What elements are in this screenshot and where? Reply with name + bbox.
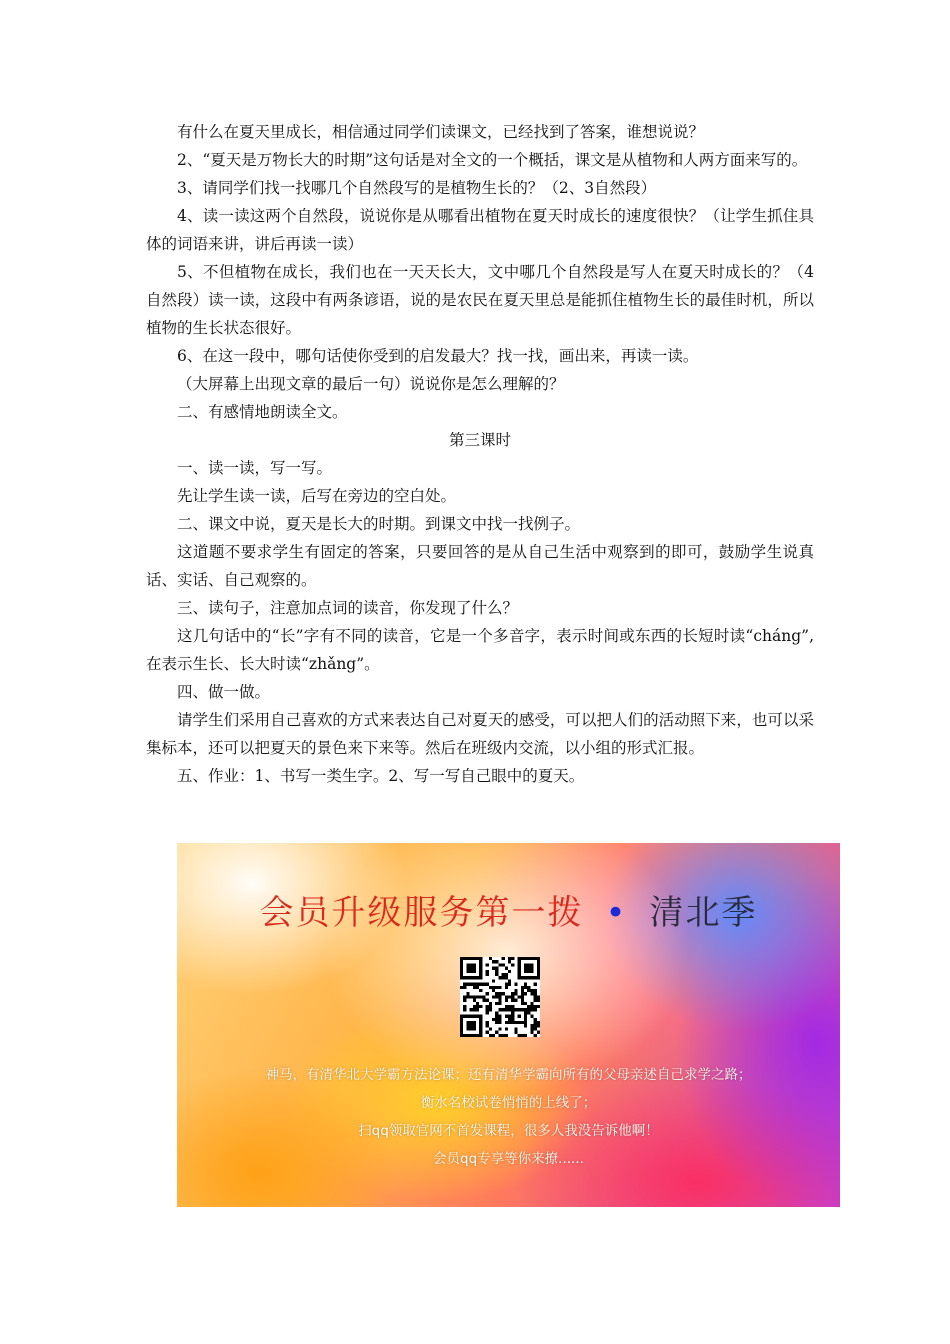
paragraph: 4、读一读这两个自然段，说说你是从哪看出植物在夏天时成长的速度很快？（让学生抓住具体的词语来讲，讲后再读一读） — [146, 207, 814, 253]
paragraph: 3、请同学们找一找哪几个自然段写的是植物生长的？（2、3自然段） — [177, 179, 657, 197]
lesson-text — [146, 118, 814, 790]
promo-line: 会员qq专享等你来撩...... — [433, 1151, 584, 1167]
section-heading: 第三课时 — [448, 431, 511, 449]
paragraph: 四、做一做。 — [177, 683, 271, 701]
paragraph: 2、“夏天是万物长大的时期”这句话是对全文的一个概括，课文是从植物和人两方面来写的。 — [177, 151, 808, 169]
promo-line: 衡水名校试卷悄悄的上线了； — [420, 1095, 597, 1111]
banner-title — [177, 885, 840, 934]
paragraph: 二、有感情地朗读全文。 — [177, 403, 348, 421]
paragraph: 五、作业：1、书写一类生字。2、写一写自己眼中的夏天。 — [177, 767, 585, 785]
paragraph: 6、在这一段中，哪句话使你受到的启发最大？找一找，画出来，再读一读。 — [177, 347, 699, 365]
paragraph: 三、读句子，注意加点词的读音，你发现了什么？ — [177, 599, 519, 617]
paragraph: （大屏幕上出现文章的最后一句）说说你是怎么理解的？ — [177, 375, 565, 393]
promo-line: 神马，有清华北大学霸方法论课；还有清华学霸向所有的父母亲述自己求学之路； — [265, 1067, 752, 1083]
banner-title-main: 会员升级服务第一拨 — [259, 893, 584, 933]
paragraph: 这几句话中的“长”字有不同的读音，它是一个多音字，表示时间或东西的长短时读“cháng”,在表示生长、长大时读“zhǎng”。 — [146, 627, 814, 673]
paragraph: 二、课文中说，夏天是长大的时期。到课文中找一找例子。 — [177, 515, 581, 533]
paragraph: 5、不但植物在成长，我们也在一天天长大，文中哪几个自然段是写人在夏天时成长的？（4自然段）读一读，这段中有两条谚语，说的是农民在夏天里总是能抓住植物生长的最佳时机，所以植物的生长状态很好。 — [146, 263, 814, 337]
paragraph: 这道题不要求学生有固定的答案，只要回答的是从自己生活中观察到的即可，鼓励学生说真话、实话、自己观察的。 — [146, 543, 814, 589]
paragraph: 先让学生读一读，后写在旁边的空白处。 — [177, 487, 457, 505]
promo-banner — [177, 843, 840, 1207]
banner-title-dot: • — [605, 893, 628, 933]
banner-title-season: 清北季 — [649, 893, 758, 933]
promo-line: 扫qq领取官网不首发课程，很多人我没告诉他啊！ — [358, 1123, 659, 1139]
paragraph: 一、读一读，写一写。 — [177, 459, 333, 477]
qr-code-icon[interactable] — [460, 957, 540, 1037]
paragraph: 有什么在夏天里成长，相信通过同学们读课文，已经找到了答案，谁想说说？ — [177, 123, 705, 141]
paragraph: 请学生们采用自己喜欢的方式来表达自己对夏天的感受，可以把人们的活动照下来，也可以采集标本，还可以把夏天的景色来下来等。然后在班级内交流，以小组的形式汇报。 — [146, 711, 814, 757]
promo-text — [177, 1061, 840, 1173]
